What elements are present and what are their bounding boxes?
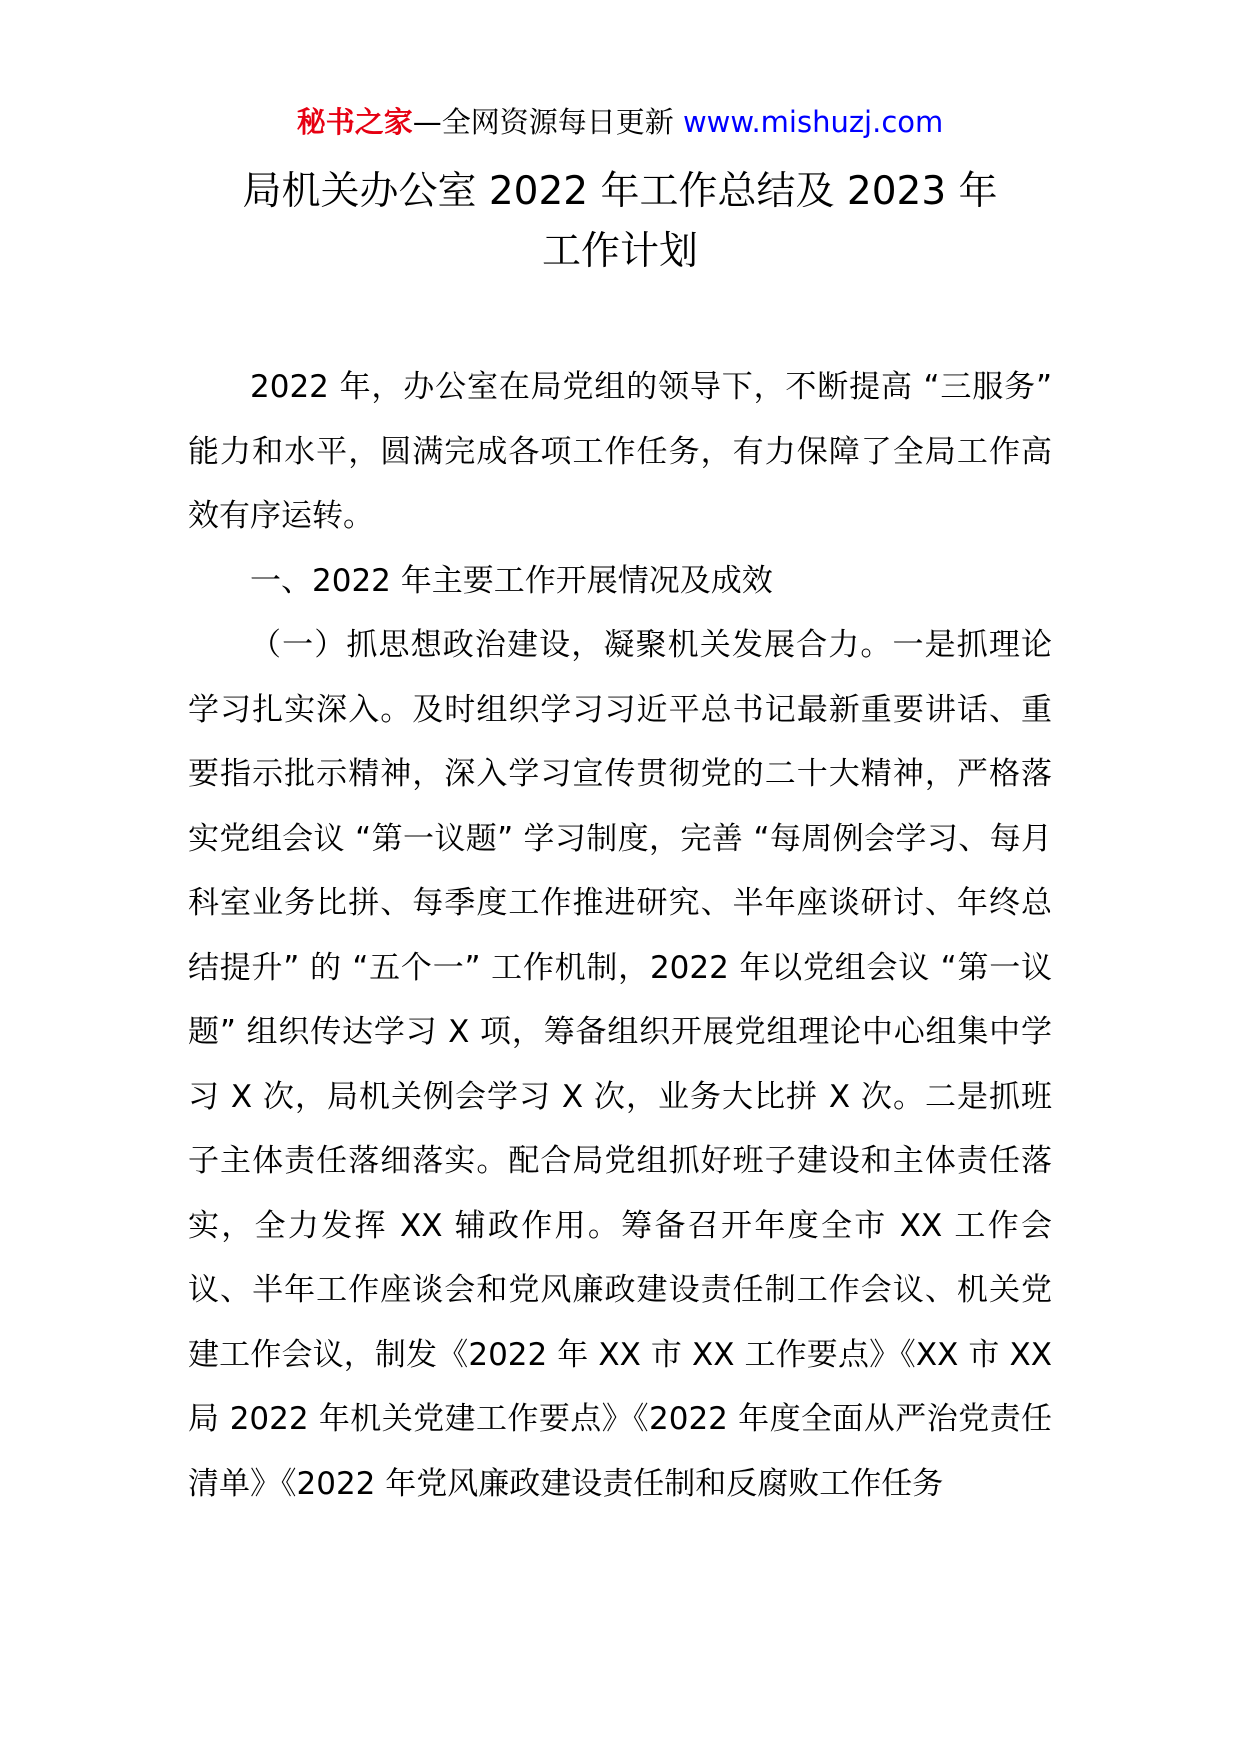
document-title-line-1: 局机关办公室 2022 年工作总结及 2023 年 xyxy=(242,169,998,214)
site-header xyxy=(0,100,1240,144)
section-heading: 一、2022 年主要工作开展情况及成效 xyxy=(250,562,773,599)
body-paragraph: （一）抓思想政治建设，凝聚机关发展合力。一是抓理论学习扎实深入。及时组织学习习近平总书记最新重要讲话、重要指示批示精神，深入学习宣传贯彻党的二十大精神，严格落实党组会议 “第一议题” 学习制度，完善 “每周例会学习、每月科室业务比拼、每季度工作推进研究、半年座谈研讨、年终总结提升” 的 “五个一” 工作机制，2022 年以党组会议 “第一议题” 组织传达学习 X 项，筹备组织开展党组理论中心组集中学习 X 次，局机关例会学习 X 次，业务大比拼 X 次。二是抓班子主体责任落细落实。配合局党组抓好班子建设和主体责任落实，全力发挥 XX 辅政作用。筹备召开年度全市 XX 工作会议、半年工作座谈会和党风廉政建设责任制工作会议、机关党建工作会议，制发《2022 年 XX 市 XX 工作要点》《XX 市 XX 局 2022 年机关党建工作要点》《2022 年度全面从严治党责任清单》《2022 年党风廉政建设责任制和反腐败工作任务 xyxy=(188,627,1052,1502)
document-body xyxy=(188,355,1052,1516)
brand-name[interactable]: 秘书之家 xyxy=(296,105,413,139)
document-title xyxy=(190,162,1050,282)
site-url-link[interactable]: www.mishuzj.com xyxy=(682,105,944,139)
site-tagline: —全网资源每日更新 xyxy=(412,105,674,139)
intro-paragraph: 2022 年，办公室在局党组的领导下，不断提高 “三服务” 能力和水平，圆满完成各项工作任务，有力保障了全局工作高效有序运转。 xyxy=(188,369,1052,534)
document-title-line-2: 工作计划 xyxy=(541,229,698,274)
